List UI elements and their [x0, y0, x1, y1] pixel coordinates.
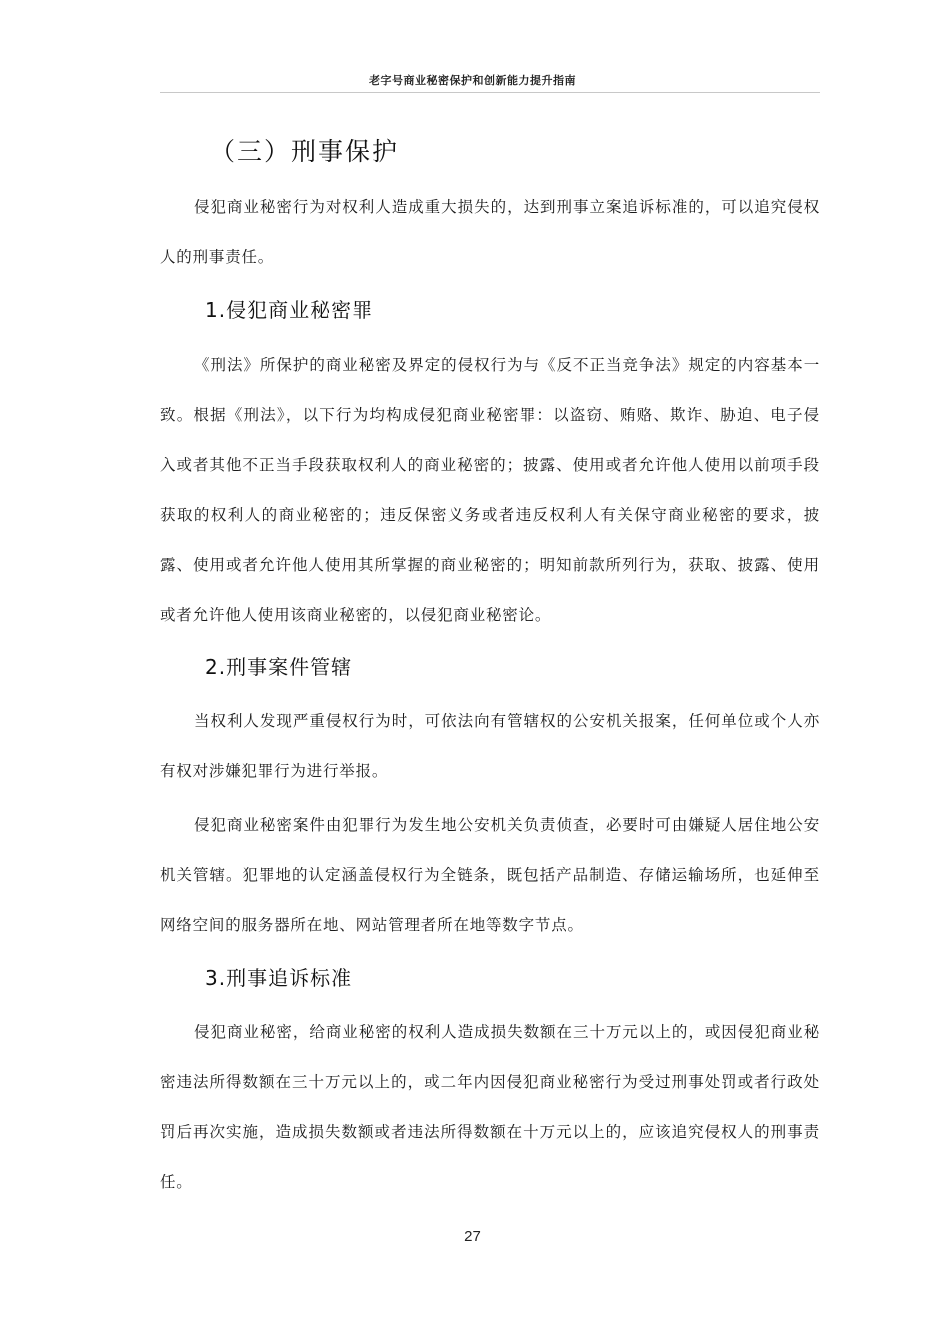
header-divider: [160, 92, 820, 93]
section-title: （三）刑事保护: [210, 137, 400, 166]
running-header: 老字号商业秘密保护和创新能力提升指南: [369, 74, 576, 87]
subsection-title-crime: 1.侵犯商业秘密罪: [205, 298, 374, 322]
subsection-title-prosecution: 3.刑事追诉标准: [205, 966, 353, 990]
jurisdiction-report-paragraph: 当权利人发现严重侵权行为时，可依法向有管辖权的公安机关报案，任何单位或个人亦有权对涉嫌犯罪行为进行举报。: [160, 712, 820, 780]
subsection-title-jurisdiction: 2.刑事案件管辖: [205, 655, 353, 679]
page-number: 27: [464, 1228, 481, 1245]
section-intro-paragraph: 侵犯商业秘密行为对权利人造成重大损失的，达到刑事立案追诉标准的，可以追究侵权人的刑事责任。: [160, 198, 820, 266]
crime-definition-paragraph: 《刑法》所保护的商业秘密及界定的侵权行为与《反不正当竞争法》规定的内容基本一致。根据《刑法》，以下行为均构成侵犯商业秘密罪：以盗窃、贿赂、欺诈、胁迫、电子侵入或者其他不正当手段获取权利人的商业秘密的；披露、使用或者允许他人使用以前项手段获取的权利人的商业秘密的；违反保密义务或者违反权利人有关保守商业秘密的要求，披露、使用或者允许他人使用其所掌握的商业秘密的；明知前款所列行为，获取、披露、使用或者允许他人使用该商业秘密的，以侵犯商业秘密论。: [160, 356, 820, 624]
jurisdiction-investigation-paragraph: 侵犯商业秘密案件由犯罪行为发生地公安机关负责侦查，必要时可由嫌疑人居住地公安机关管辖。犯罪地的认定涵盖侵权行为全链条，既包括产品制造、存储运输场所，也延伸至网络空间的服务器所在地、网站管理者所在地等数字节点。: [160, 816, 820, 934]
prosecution-standard-paragraph: 侵犯商业秘密，给商业秘密的权利人造成损失数额在三十万元以上的，或因侵犯商业秘密违法所得数额在三十万元以上的，或二年内因侵犯商业秘密行为受过刑事处罚或者行政处罚后再次实施，造成损失数额或者违法所得数额在十万元以上的，应该追究侵权人的刑事责任。: [160, 1023, 820, 1191]
